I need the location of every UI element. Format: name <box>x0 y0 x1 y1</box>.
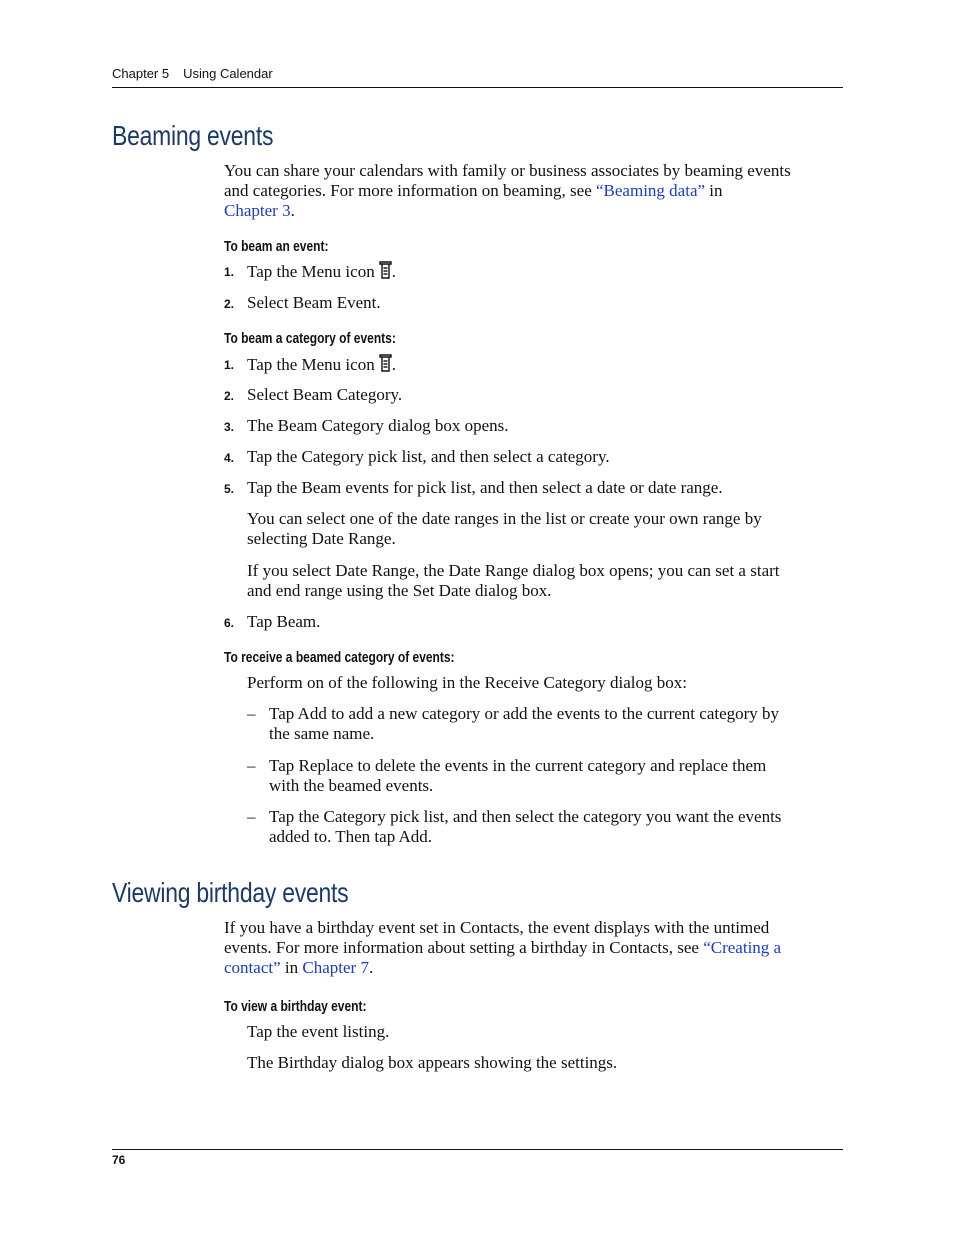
note-line: If you select Date Range, the Date Range dialog box opens; you can set a start <box>247 561 780 580</box>
beaming-intro-line-1: You can share your calendars with family or business associates by beaming events <box>224 161 791 180</box>
birthday-result: The Birthday dialog box appears showing the settings. <box>247 1053 618 1072</box>
list-item-line: Tap the Category pick list, and then select the category you want the events <box>269 807 782 826</box>
beaming-data-link[interactable]: “Beaming data” <box>596 181 706 200</box>
step-label: Tap the Menu icon <box>247 355 375 374</box>
birthday-intro-line-2 <box>224 938 844 958</box>
list-item <box>269 756 843 796</box>
list-bullet: – <box>247 704 256 723</box>
menu-icon <box>379 261 392 284</box>
step-text <box>247 354 843 377</box>
step-text: Tap the Category pick list, and then select a category. <box>247 447 610 466</box>
step-suffix: . <box>391 262 396 281</box>
creating-a-contact-link[interactable]: “Creating a <box>703 938 782 957</box>
birthday-intro-line-1: If you have a birthday event set in Contacts, the event displays with the untimed <box>224 918 770 937</box>
step-text: Select Beam Category. <box>247 385 403 404</box>
step-label: Tap the Menu icon <box>247 262 375 281</box>
intro-text: in <box>280 958 303 977</box>
step-suffix: . <box>391 355 396 374</box>
step-number: 5. <box>224 482 235 496</box>
chapter-label: Chapter 5 <box>112 66 170 81</box>
step-text: Tap the Beam events for pick list, and then select a date or date range. <box>247 478 723 497</box>
birthday-intro <box>224 918 844 978</box>
birthday-step: Tap the event listing. <box>247 1022 390 1041</box>
beaming-intro-line-3 <box>224 201 844 221</box>
header-rule <box>112 87 843 88</box>
list-item-line: the same name. <box>269 724 375 743</box>
step-text <box>247 261 843 284</box>
step-text: Select Beam Event. <box>247 293 381 312</box>
intro-text: . <box>368 958 374 977</box>
receive-intro: Perform on of the following in the Receive Category dialog box: <box>247 673 688 692</box>
date-range-note <box>247 509 843 549</box>
running-header <box>112 66 273 81</box>
procedure-heading-beam-category: To beam a category of events: <box>224 330 396 347</box>
list-bullet: – <box>247 807 256 826</box>
list-bullet: – <box>247 756 256 775</box>
list-item-line: Tap Replace to delete the events in the current category and replace them <box>269 756 767 775</box>
beaming-intro <box>224 161 844 221</box>
note-line: You can select one of the date ranges in the list or create your own range by <box>247 509 762 528</box>
chapter-3-link[interactable]: Chapter 3 <box>224 201 291 220</box>
heading-beaming-events: Beaming events <box>112 120 274 151</box>
step-number: 2. <box>224 389 235 403</box>
menu-icon <box>379 354 392 377</box>
intro-text: in <box>705 181 723 200</box>
step-number: 4. <box>224 451 235 465</box>
procedure-heading-view-birthday: To view a birthday event: <box>224 998 367 1015</box>
chapter-7-link[interactable]: Chapter 7 <box>302 958 369 977</box>
intro-text: events. For more information about setting a birthday in Contacts, see <box>224 938 704 957</box>
list-item-line: Tap Add to add a new category or add the events to the current category by <box>269 704 780 723</box>
birthday-intro-line-3 <box>224 958 844 978</box>
procedure-heading-receive: To receive a beamed category of events: <box>224 649 455 666</box>
step-number: 2. <box>224 297 235 311</box>
page-number: 76 <box>112 1153 126 1167</box>
list-item <box>269 704 843 744</box>
heading-viewing-birthday-events: Viewing birthday events <box>112 877 349 908</box>
footer-rule <box>112 1149 843 1150</box>
step-number: 1. <box>224 265 235 279</box>
step-number: 1. <box>224 358 235 372</box>
intro-text: . <box>290 201 295 220</box>
section-label: Using Calendar <box>183 66 273 81</box>
list-item <box>269 807 843 847</box>
list-item-line: added to. Then tap Add. <box>269 827 433 846</box>
beaming-intro-line-2 <box>224 181 844 201</box>
step-text: The Beam Category dialog box opens. <box>247 416 509 435</box>
date-range-dialog-note <box>247 561 843 601</box>
step-text: Tap Beam. <box>247 612 321 631</box>
intro-text: and categories. For more information on beaming, see <box>224 181 596 200</box>
note-line: selecting Date Range. <box>247 529 396 548</box>
procedure-heading-beam-event: To beam an event: <box>224 238 329 255</box>
note-line: and end range using the Set Date dialog box. <box>247 581 552 600</box>
step-number: 6. <box>224 616 235 630</box>
step-number: 3. <box>224 420 235 434</box>
list-item-line: with the beamed events. <box>269 776 434 795</box>
creating-a-contact-link-cont[interactable]: contact” <box>224 958 281 977</box>
